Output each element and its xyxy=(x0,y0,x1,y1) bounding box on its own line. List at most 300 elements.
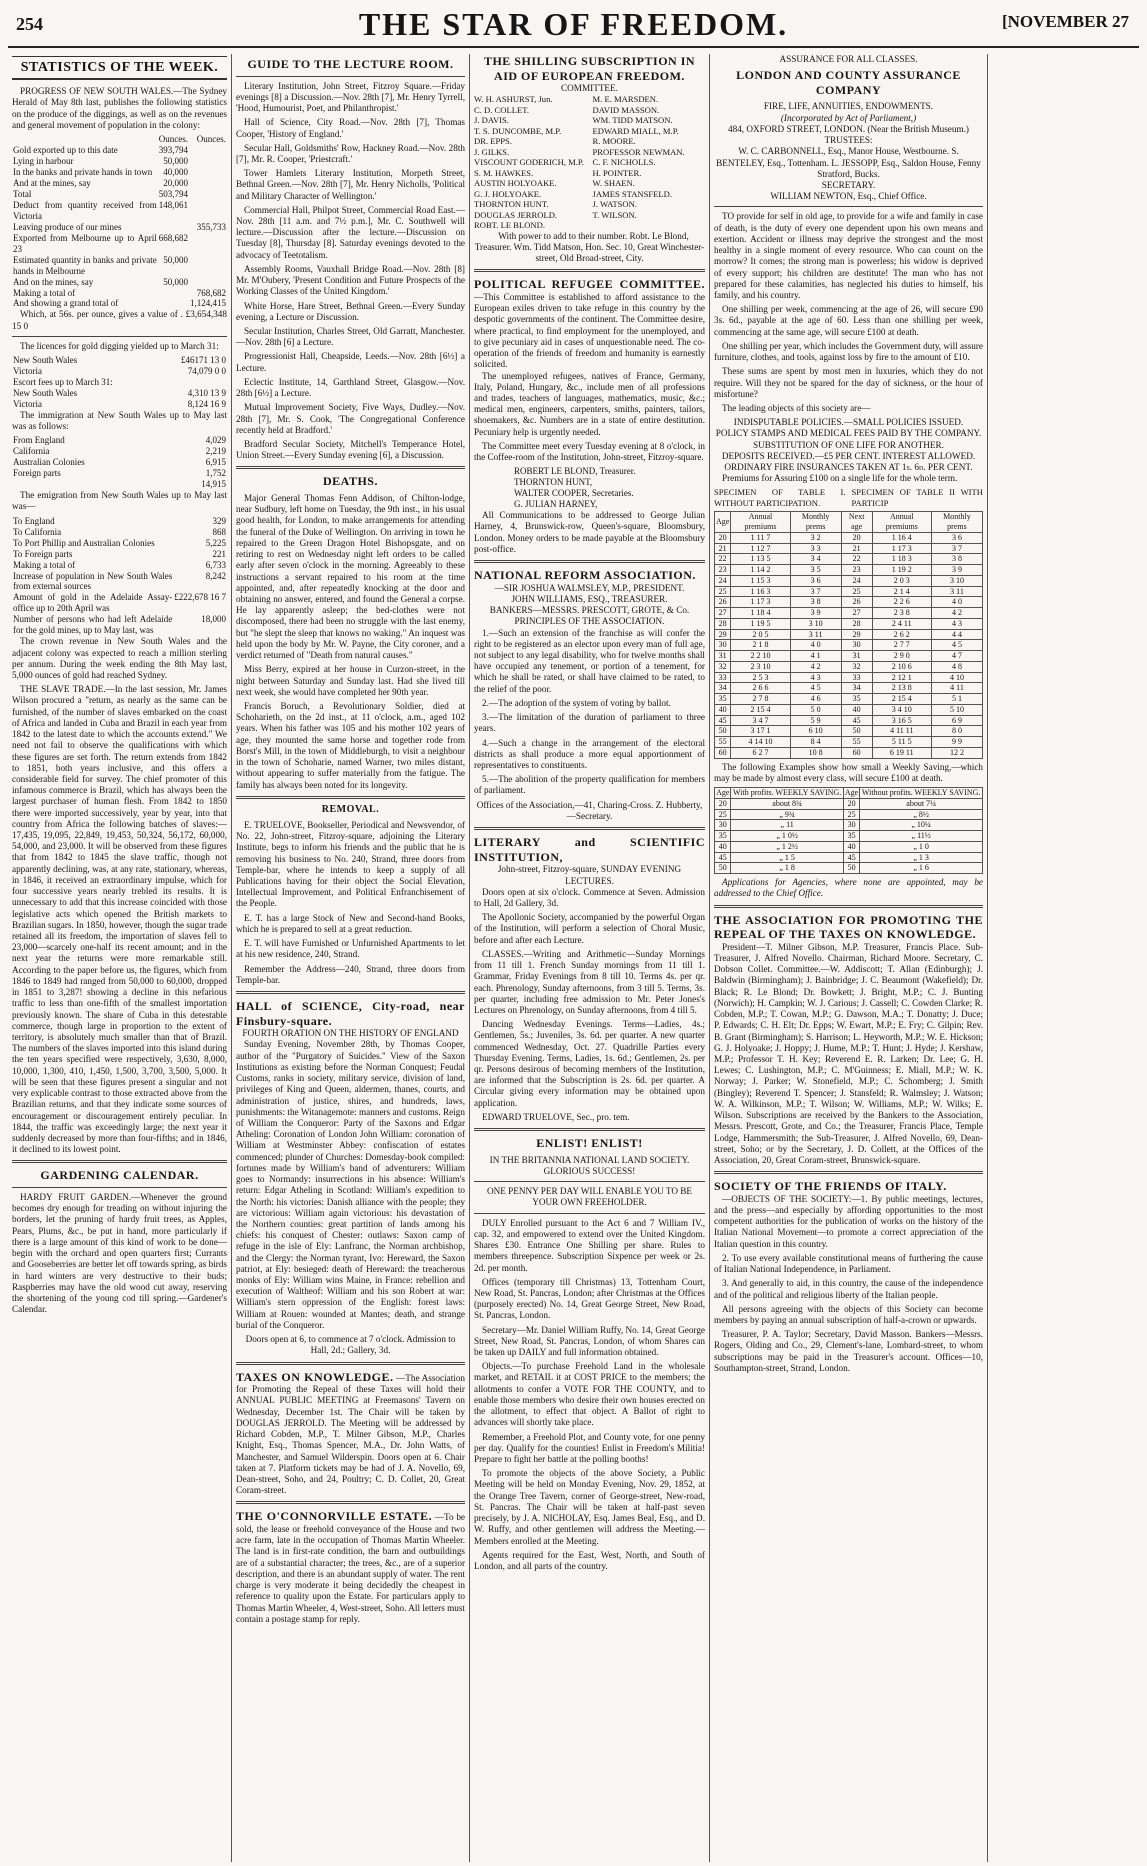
table-cell: 33 xyxy=(841,672,872,683)
table-cell: 2,219 xyxy=(205,446,226,457)
table-cell: 4 2 xyxy=(790,661,841,672)
literary-title: LITERARY and SCIENTIFIC INSTITUTION, xyxy=(474,835,705,864)
immigration-row xyxy=(12,468,227,479)
licences-table xyxy=(12,355,227,410)
table-cell: 4 7 xyxy=(931,651,982,662)
table-header: Without profits. WEEKLY SAVING. xyxy=(860,788,983,799)
gold-row xyxy=(12,298,227,309)
table-cell: 1 11 7 xyxy=(731,532,790,543)
table-cell: 40 xyxy=(841,704,872,715)
emigration-row xyxy=(12,592,227,614)
table-cell: 2 2 10 xyxy=(731,651,790,662)
premium-row xyxy=(715,704,983,715)
table-cell: New South Wales xyxy=(13,388,78,399)
table-cell: 23 xyxy=(715,565,731,576)
table-cell: 1 18 3 xyxy=(872,554,931,565)
table-cell: 2 13 8 xyxy=(872,683,931,694)
licence-row xyxy=(12,399,227,410)
table-cell: 2 2 6 xyxy=(872,597,931,608)
death-notice: Miss Berry, expired at her house in Curzon-street, in the night between Saturday and Sunday last. Had she lived till next week, she would have completed her 90th year. xyxy=(236,664,465,697)
table-cell: Escort fees up to March 31: xyxy=(13,377,113,388)
hall-text: Sunday Evening, November 28th, by Thomas Cooper, author of the "Purgatory of Suicides." View of the Saxon Institutions as existing before the Norman Conquest; Feudal Customs, ranks in society, military service, division of land, privileges of King and Queen, aldermen, thanes, courts, and administration of justice, shires, and hundreds, laws, punishments: the Witanagemote: manners and customs. Reign of William the Conqueror: Party of the Saxons and Edgar Atheling: Coronation of London John William: coronation of William at Westminster Abbey: confiscation of estates commenced; plunder of Churches: Domesday-book compiled: fortunes made by William's band of adventurers: William goes to Normandy: insurrections in his absence: William's return: Edgar Atheling in Scotland: William's expedition to the North: his victories: Danish alliance with the people; they are victorious: William again victorious: his devastation of the Northern counties: great partition of lands among his chiefs: his conquest of Chester: outlaws: Saxon camp of refuge in the isle of Ely: Lanfranc, the Norman archbishop, and the Clergy: the Norman tyrant, Ivo: Hereward, the Saxon patriot, at Ely: besieged: death of Hereward: the treacherous monks of Ely: William wins Maine, in France: rebellion and execution of Waltheof: William and his son Robert at war: William's stern oppression of the English: forest laws: William at Rouen: wounded at Mantes; death, and strange burial of the Conqueror. xyxy=(236,1039,465,1330)
table-cell: „ 1 8 xyxy=(731,863,843,874)
table-cell: 35 xyxy=(715,694,731,705)
premium-row xyxy=(715,629,983,640)
committee-member: C. F. NICHOLLS. xyxy=(592,157,656,168)
table-cell: And showing a grand total of xyxy=(13,298,119,309)
enlist-paragraph: To promote the objects of the above Society, a Public Meeting will be held on Monday Evening, Nov. 29, 1852, at the Orange Tree Tavern, corner of George-street, New-road, St. Pancras. The Chair will be taken at half-past seven precisely, by J. A. NICHOLAY, Esq. James Beal, Esq., and D. W. Ruffy, and other gentlemen will address the Meeting.—Members enrolled at the Meeting. xyxy=(474,1468,705,1546)
assurance-feature: POLICY STAMPS AND MEDICAL FEES PAID BY THE COMPANY. xyxy=(715,428,982,439)
gold-row xyxy=(12,277,227,288)
weekly-row xyxy=(715,863,983,874)
hall-title: HALL of SCIENCE, City-road, near Finsbury-square. xyxy=(236,998,465,1028)
table-cell: 4 3 xyxy=(931,618,982,629)
table-cell: 4 2 xyxy=(931,608,982,619)
gold-row xyxy=(12,288,227,299)
premium-row xyxy=(715,597,983,608)
immigration-row xyxy=(12,479,227,490)
table-cell: 20,000 xyxy=(163,177,188,188)
table-cell: 3 9 xyxy=(931,565,982,576)
committee-member: EDWARD MIALL, M.P. xyxy=(592,125,679,136)
table-cell: To England xyxy=(13,515,55,526)
lecture-item: Literary Institution, John Street, Fitzroy Square.—Friday evenings [8] a Discussion.—Nov. 28th [7], Mr. Henry Tyrrell, 'Hood, Humourist, Poet, and Philanthropist.' xyxy=(236,80,465,114)
table-cell: 5 9 xyxy=(790,715,841,726)
committee-member: T. WILSON. xyxy=(592,209,637,220)
assurance-feature: INDISPUTABLE POLICIES.—SMALL POLICIES ISSUED. xyxy=(733,417,964,428)
table-cell: 5 0 xyxy=(790,704,841,715)
table-cell: 3 8 xyxy=(790,597,841,608)
table-cell: 74,079 0 0 xyxy=(187,366,226,377)
statistics-closing: The crown revenue in New South Wales and the adjacent colony was expected to reach a million sterling per annum. During the week ending the 8th May last, 5,000 ounces of gold had reached Sydney. xyxy=(12,636,227,680)
table-cell xyxy=(159,377,227,388)
table-cell: 3 11 xyxy=(790,629,841,640)
table-cell: Foreign parts xyxy=(13,468,61,479)
table-cell: 3 4 xyxy=(790,554,841,565)
table-cell xyxy=(158,288,189,299)
table-cell: 1,124,415 xyxy=(190,298,226,309)
premium-row xyxy=(715,586,983,597)
table-cell: 1 19 2 xyxy=(872,565,931,576)
table-cell: And at the mines, say xyxy=(13,177,91,188)
table-cell: 2 15 4 xyxy=(731,704,790,715)
table-cell: 20 xyxy=(715,798,731,809)
enlist-paragraph: Remember, a Freehold Plot, and County vote, for one penny per day. Qualify for the counties! Enlist in Freedom's Militia! Prepare to fight her battle at the polling booths! xyxy=(474,1431,705,1465)
premium-row xyxy=(715,747,983,758)
table-cell xyxy=(189,233,227,255)
immigration-head: The immigration at New South Wales up to May last was as follows: xyxy=(12,409,227,432)
licences-head: The licences for gold digging yielded up to March 31: xyxy=(20,340,219,351)
officer-line: THORNTON HUNT, xyxy=(514,477,593,488)
table-cell: 5 11 5 xyxy=(872,737,931,748)
death-notice: Major General Thomas Fenn Addison, of Chilton-lodge, near Sudbury, left home on Tuesday, the 9th inst., in his usual good health, for London, to make arrangements for attending the funeral of the Duke of Wellington. On arriving in town he repaired to the Green Dragon Hotel Bishopsgate, and on retiring to rest on Wednesday night left orders to be called early after seven o'clock in the morning. Agreeably to these instructions a servant repaired to his room at the time appointed, and, after repeatedly knocking at the door and obtaining no answer, entered, and found the General a corpse. He lay apparently asleep; the bed-clothes were not discomposed, there had been no struggle with the last enemy, but "he slept the sleep that knows no waking." An inquest was held upon the body by Mr. W. Payne, the City coroner, and a verdict returned of "Death from natural causes." xyxy=(236,493,465,661)
committee-member: WM. TIDD MATSON. xyxy=(592,115,673,126)
table-cell: 2 3 10 xyxy=(731,661,790,672)
assurance-feature: ORDINARY FIRE INSURANCES TAKEN AT 1s. 6d. PER CENT. xyxy=(724,462,973,473)
assurance-paragraph: One shilling per week, commencing at the age of 26, will secure £90 3s. 6d., payable at the age of 60. Less than one shilling per week, commencing at the same age, will secure £100 at death. xyxy=(714,304,983,337)
immigration-row xyxy=(12,435,227,446)
table-cell: 50 xyxy=(715,863,731,874)
table-cell: 18,000 xyxy=(201,614,226,625)
table-cell: Making a total of xyxy=(13,287,76,298)
gardening-text: HARDY FRUIT GARDEN.—Whenever the ground becomes dry enough for treading on without injuring the borders, let the pruning of hardy fruit trees, as Apples, Pears, Plums, &c., be put in hand, more particularly if there is a large amount of this kind of work to be done—begin with the orchard and open quarters first; Currants and Gooseberries are better let off towards spring, as birds in hard winters are very destructive to their buds; Raspberries may have the old wood cut away, reserving the shortening of the young cod till spring.—Gardener's Calendar. xyxy=(12,1192,227,1315)
table-cell xyxy=(189,167,227,178)
table-cell xyxy=(189,277,227,288)
literary-sub: John-street, Fitzroy-square, SUNDAY EVENING LECTURES. xyxy=(497,864,682,886)
lecture-item: White Horse, Hare Street, Bethnal Green.—Every Sunday evening, a Lecture or Discussion. xyxy=(236,300,465,322)
immigration-row xyxy=(12,457,227,468)
lecture-guide-heading: GUIDE TO THE LECTURE ROOM. xyxy=(247,57,454,71)
table-cell xyxy=(12,479,170,490)
table-cell: To Port Phillip and Australian Colonies xyxy=(13,537,155,548)
secretary-heading: SECRETARY. xyxy=(821,180,876,190)
oconnorville-text: —To be sold, the lease or freehold conveyance of the House and two acre farm, late in the occupation of Thomas Martin Wheeler. The land is in first-rate condition, the barn and outbuildings are of a substantial character; the trees, &c., are of a superior description, and there is an abundant supply of water. The rent charge is very moderate it being decidedly the cheapest in reference to quality upon the Estate. For particulars apply to Thomas Martin Wheeler, 4, West-street, Soho. All letters must contain a postage stamp for reply. xyxy=(236,1512,465,1624)
table-cell: 31 xyxy=(715,651,731,662)
table-cell: 3 5 xyxy=(790,565,841,576)
table-cell: Total xyxy=(13,188,32,199)
statistics-intro: PROGRESS OF NEW SOUTH WALES.—The Sydney Herald of May 8th last, publishes the following statistics on the produce of the diggings, as well as on the revenues and general movement of population in the colony: xyxy=(12,86,227,130)
table-cell: 10 8 xyxy=(790,747,841,758)
weekly-row xyxy=(715,809,983,820)
table-header: With profits. WEEKLY SAVING. xyxy=(731,788,843,799)
assurance-paragraph: TO provide for self in old age, to provide for a wife and family in case of death, is the duty of every one dependent upon his own means and exertion. Accident or illness may deprive the strongest and the most healthy in a single moment of every resource. Who can count on the morrow? It comes; the strong man is powerless; his widow is deprived of every support; his children are destitute! The man who has not prepared for these calamities, has neglected his duties to himself, his family, and his country. xyxy=(714,211,983,300)
table-cell: Gold exported up to this date xyxy=(13,144,118,155)
table-cell: 6,733 xyxy=(205,559,226,570)
table-cell: 25 xyxy=(843,809,859,820)
table-cell: Number of persons who had left Adelaide for the gold mines, up to May last, was xyxy=(13,614,173,636)
table-cell: 3 17 1 xyxy=(731,726,790,737)
table-header: Age xyxy=(716,788,730,798)
committee-member: S. M. HAWKES. xyxy=(474,167,534,178)
value-line: Which, at 56s. per ounce, gives a value of . £3,654,348 15 0 xyxy=(12,309,227,331)
assurance-paragraph: These sums are spent by most men in luxuries, which they do not require. Will they not be spared for the day of sickness, or the hour of misfortune? xyxy=(714,366,983,399)
removal-text: Remember the Address—240, Strand, three doors from Temple-bar. xyxy=(236,963,465,985)
table-cell: 27 xyxy=(715,608,731,619)
table-cell: 4 10 xyxy=(931,672,982,683)
table-cell: 30 xyxy=(841,640,872,651)
table-cell: California xyxy=(13,446,50,457)
table-cell: „ 1 5 xyxy=(731,852,843,863)
committee-member: DOUGLAS JERROLD. xyxy=(474,209,558,220)
table-cell: 2 15 4 xyxy=(872,694,931,705)
premium-row xyxy=(715,661,983,672)
premium-row xyxy=(715,608,983,619)
committee-heading: COMMITTEE. xyxy=(561,83,618,94)
removal-text: E. T. has a large Stock of New and Second-hand Books, which he is prepared to sell at a great reduction. xyxy=(236,912,465,934)
table-cell: Making a total of xyxy=(13,559,76,570)
hall-doors: Doors open at 6, to commence at 7 o'clock. Admission to Hall, 2d.; Gallery, 3d. xyxy=(245,1334,456,1356)
table-cell: 50 xyxy=(715,726,731,737)
table-cell xyxy=(189,189,227,200)
table-cell: Australian Colonies xyxy=(13,457,85,468)
agencies-note: Applications for Agencies, where none are appointed, may be addressed to the Chief Office. xyxy=(714,877,983,899)
refugee-text4: All Communications to be addressed to George Julian Harney, 4, Brunswick-row, Queen's-square, Bloomsbury, London. Money orders to be made payable at the Bloomsbury post-office. xyxy=(474,510,705,554)
weekly-row xyxy=(715,820,983,831)
reform-ad xyxy=(474,568,705,822)
table-cell: 50,000 xyxy=(163,276,188,287)
italy-paragraph: 3. And generally to aid, in this country, the cause of the independence and of the political and religious liberty of the Italian people. xyxy=(714,1278,983,1300)
table-cell: 3 16 5 xyxy=(872,715,931,726)
table-cell: 2 6 2 xyxy=(872,629,931,640)
table-cell: Victoria xyxy=(13,398,42,409)
deaths-heading: DEATHS. xyxy=(323,474,378,489)
removal-heading: REMOVAL. xyxy=(321,803,380,815)
column-statistics xyxy=(8,54,232,1862)
taxes-title: TAXES ON KNOWLEDGE. xyxy=(236,1369,394,1384)
table-cell: 45 xyxy=(715,715,731,726)
committee-member: J. WATSON. xyxy=(592,199,637,210)
table-cell: 4 0 xyxy=(790,640,841,651)
table-cell: 2 7 8 xyxy=(731,694,790,705)
table-cell: 4 4 xyxy=(931,629,982,640)
refugee-title: POLITICAL REFUGEE COMMITTEE. xyxy=(474,277,705,292)
table-cell: 668,682 xyxy=(158,232,188,243)
assurance-feature: SUBSTITUTION OF ONE LIFE FOR ANOTHER. xyxy=(753,439,944,450)
enlist-title: ENLIST! ENLIST! xyxy=(536,1136,643,1151)
lecture-item: Secular Institution, Charles Street, Old Garratt, Manchester.—Nov. 28th [6] a Lecture. xyxy=(236,326,465,348)
table-cell: 29 xyxy=(841,629,872,640)
table-cell: 868 xyxy=(212,526,226,537)
enlist-sub2: ONE PENNY PER DAY WILL ENABLE YOU TO BE YOUR OWN FREEHOLDER. xyxy=(486,1186,692,1208)
knowledge-title: THE ASSOCIATION FOR PROMOTING THE REPEAL OF THE TAXES ON KNOWLEDGE. xyxy=(714,912,983,942)
table-cell: „ 1 3 xyxy=(860,852,983,863)
gold-row xyxy=(12,200,227,222)
principle: 2.—The adoption of the system of voting by ballot. xyxy=(482,697,671,708)
refugee-text3: The Committee meet every Tuesday evening at 8 o'clock, in the Coffee-room of the Institution, John-street, Fitzroy-square. xyxy=(474,440,705,463)
table-cell: 2 0 5 xyxy=(731,629,790,640)
premium-note: Premiums for Assuring £100 on a single life for the whole term. xyxy=(722,473,958,484)
slave-trade-article: THE SLAVE TRADE.—In the last session, Mr. James Wilson procured a "return, as nearly as the same can be furnished, of the number of slaves embarked on the coast of Africa and landed in Cuba and Brazil in each year from 1842 to the latest date to which the accounts extend." We need not fail to observe the qualifications with which these figures are set forth. The return extends from 1842 to 1851, both years inclusive, and this offers a considerable field for survey. The chief promoter of this infamous commerce is Brazil, which has always been the largest purchaser of human flesh. From 1842 to 1850 there were imported successively, year by year, into that country from Africa the following batches of slaves:—17,435, 19,095, 22,849, 19,453, 50,324, 56,172, 60,000, 54,000, and 23,000. It will be observed from these figures that from 1842 to 1845 the slave traffic, though not apparently declining, was, at any rate, stationary, whereas, in 1846, it received an extraordinary impulse, which for four successive years nearly trebled its results. It is unnecessary to add that this increase coincided with those legislative acts which opened the British markets to Brazilian sugars. In 1850, however, though the sugar trade retained all its freedom, the importation of slaves fell to 23,000—scarcely one-half its recent amount; and in the next year the returns were more remarkable still. According to the paper before us, the figures, which from 1846 to 1849 had ranged from 50,000 to 60,000, dropped in 1851 to 3,287! showing a decline in this nefarious traffic to less than one-fifth of the smallest importation previously known. The share of Cuba in this detestable commerce, though large in proportion to the extent of territory, is absolutely much smaller than that of Brazil. The numbers of the slaves imported into this island during the ten years specified were respectively, 3,630, 8,000, 10,000, 1,300, 410, 1,450, 1,500, 3,700, 3,500, 5,000. It will be seen that these figures present a singular and not very explicable contrast to those extracted above from the Brazilian returns, and that they indicate some sources of encouragement or discouragement entirely peculiar. In 1844, the traffic was exceedingly large; the next year it suddenly decreased by more than four-fifths; and in 1846, it declined to its lowest point. xyxy=(12,684,227,1155)
committee-member: AUSTIN HOLYOAKE. xyxy=(474,178,557,189)
table-cell: 6 19 11 xyxy=(872,747,931,758)
table-cell: Exported from Melbourne up to April 23 xyxy=(13,232,157,254)
principle: 1.—Such an extension of the franchise as will confer the right to be registered as an elector upon every man of full age, not subject to any legal disability, who for twelve months shall have occupied any tenement, or portion of a tenement, for which he shall be rated, or shall have claimed to be rated, to the relief of the poor. xyxy=(474,627,705,694)
removal-text: E. T. will have Furnished or Unfurnished Apartments to let at his new residence, 240, Strand. xyxy=(236,938,465,960)
issue-date: [NOVEMBER 27 xyxy=(1001,12,1129,31)
table-cell: 34 xyxy=(841,683,872,694)
table-cell: In the banks and private hands in town xyxy=(13,166,153,177)
committee-member: G. J. HOLYOAKE. xyxy=(474,188,542,199)
literary-paragraph: CLASSES.—Writing and Arithmetic—Sunday Mornings from 11 till 1. French Sunday mornings from 11 till 1. Grammar, Friday Evenings from 8 till 10. Terms 4s. per qr. each. Phrenology, Sunday afternoons, from 3 till 5. Terms, 3s. per quarter, including free admission to Mr. Peter Jones's Lectures on Phrenology, on Sunday afternoons, from 4 till 5. xyxy=(474,948,705,1015)
gold-row xyxy=(12,189,227,200)
premium-row xyxy=(715,543,983,554)
officer-line: ROBERT LE BLOND, Treasurer. xyxy=(514,466,636,477)
lecture-item: Mutual Improvement Society, Five Ways, Dudley.—Nov. 28th [7], Mr. S. Cook, 'The Congregational Conference recently held at Bradford.' xyxy=(236,402,465,435)
table-cell: 40 xyxy=(843,841,859,852)
literary-paragraph: EDWARD TRUELOVE, Sec., pro. tem. xyxy=(482,1111,630,1122)
premium-row xyxy=(715,554,983,565)
table-cell xyxy=(189,145,227,156)
italy-paragraph: —OBJECTS OF THE SOCIETY:—1. By public meetings, lectures, and the press—and especially by affording opportunities to the most competent authorities for the publication of works on the history of the Italian National Movement—to promote a correct appreciation of the Italian question in this country. xyxy=(714,1193,983,1249)
italy-title: SOCIETY OF THE FRIENDS OF ITALY. xyxy=(714,1179,947,1194)
table-cell: 35 xyxy=(841,694,872,705)
weekly-row xyxy=(715,852,983,863)
table-cell: 148,061 xyxy=(158,199,188,210)
table-cell: 2 6 6 xyxy=(731,683,790,694)
committee-list xyxy=(474,94,705,230)
hall-subtitle: FOURTH ORATION ON THE HISTORY OF ENGLAND xyxy=(242,1028,459,1039)
weekly-row xyxy=(715,798,983,809)
premium-row xyxy=(715,618,983,629)
literary-paragraph: The Apollonic Society, accompanied by the powerful Organ of the Institution, will perform a selection of Choral Music, before and after each Lecture. xyxy=(474,912,705,945)
table-cell xyxy=(189,178,227,189)
table-cell: New South Wales xyxy=(13,355,78,366)
table-cell: 355,733 xyxy=(196,221,226,232)
table-cell: 1 19 5 xyxy=(731,618,790,629)
gold-row xyxy=(12,222,227,233)
table-cell xyxy=(189,200,227,222)
death-notice: Francis Boruch, a Revolutionary Soldier, died at Schoharieth, on the 2d inst., at 11 o'clock, a.m., aged 102 years. When his father was 105 and his mother 102 years of age, they mounted the same horse and together rode from Borst's Mill, in the town of Middleburgh, to visit a neighbour in the town of Schoharie, named Warner, two miles distant, without appearing to suffer materially from the fatigue. The family has always been noted for its longevity. xyxy=(236,700,465,790)
table-cell: 329 xyxy=(212,515,226,526)
table-cell: 3 7 xyxy=(790,586,841,597)
table1-head: SPECIMEN OF TABLE I. WITHOUT PARTICIPATION. xyxy=(714,487,846,508)
table-header: Next age xyxy=(841,512,872,533)
column-edge xyxy=(988,54,1139,1862)
table-cell: 20 xyxy=(843,798,859,809)
assurance-top: ASSURANCE FOR ALL CLASSES. xyxy=(779,54,918,64)
committee-member: W. H. ASHURST, Jun. xyxy=(474,94,553,105)
emigration-row xyxy=(12,527,227,538)
reform-treasurer: JOHN WILLIAMS, ESQ., TREASURER. xyxy=(511,593,668,604)
table-cell: 4 11 11 xyxy=(872,726,931,737)
lecture-item: Secular Hall, Goldsmiths' Row, Hackney Road.—Nov. 28th [7], Mr. R. Cooper, 'Priestcraft.' xyxy=(236,142,465,164)
knowledge-ad xyxy=(714,913,983,1167)
table-cell: To Foreign parts xyxy=(13,548,73,559)
table-cell: 3 4 10 xyxy=(872,704,931,715)
gold-row xyxy=(12,145,227,156)
table-cell: 3 10 xyxy=(931,575,982,586)
emigration-table xyxy=(12,516,227,637)
assurance-feature: DEPOSITS RECEIVED.—£5 PER CENT. INTEREST ALLOWED. xyxy=(721,450,976,461)
table-cell: 2 10 6 xyxy=(872,661,931,672)
enlist-ad xyxy=(474,1136,705,1572)
assurance-incorporated: (Incorporated by Act of Parliament,) xyxy=(780,112,917,123)
italy-ad xyxy=(714,1179,983,1374)
oconnorville-title: THE O'CONNORVILLE ESTATE. xyxy=(236,1509,433,1524)
table-cell: And on the mines, say xyxy=(13,276,94,287)
emigration-row xyxy=(12,614,227,636)
table-cell: 2 4 11 xyxy=(872,618,931,629)
table2-head: SPECIMEN OF TABLE II WITH PARTICIP xyxy=(851,487,983,508)
lecture-item: Eclectic Institute, 14, Garthland Street, Glasgow.—Nov. 28th [6½] a Lecture. xyxy=(236,376,465,399)
literary-ad xyxy=(474,835,705,1123)
table-cell: 4 3 xyxy=(790,672,841,683)
table-cell: „ 1 0½ xyxy=(731,831,843,842)
table-cell: 2 5 3 xyxy=(731,672,790,683)
reform-title: NATIONAL REFORM ASSOCIATION. xyxy=(474,568,696,583)
column-lectures xyxy=(232,54,470,1862)
enlist-paragraph: Offices (temporary till Christmas) 13, Tottenham Court, New Road, St. Pancras, London; after Christmas at the Offices (purposely erected) No. 14, Great George Street, New Road, St. Pancras, London. xyxy=(474,1276,705,1321)
table-cell: 24 xyxy=(841,575,872,586)
committee-member: J. DAVIS. xyxy=(474,115,509,126)
premium-row xyxy=(715,532,983,543)
refugee-ad xyxy=(474,277,705,555)
table-cell: 24 xyxy=(715,575,731,586)
table-cell: 3 6 xyxy=(931,532,982,543)
table-cell: 45 xyxy=(843,852,859,863)
table-cell: 3 2 xyxy=(790,532,841,543)
table-cell: 60 xyxy=(715,747,731,758)
table-cell: From England xyxy=(13,435,65,446)
page-number: 254 xyxy=(16,14,43,34)
table-cell: 4 5 xyxy=(931,640,982,651)
table-cell xyxy=(189,156,227,167)
table-cell: 3 6 xyxy=(790,575,841,586)
committee-member: C. D. COLLET. xyxy=(474,104,529,115)
committee-member: ROBT. LE BLOND. xyxy=(474,220,545,231)
committee-member: DAVID MASSON. xyxy=(592,104,660,115)
table-cell: 4 6 xyxy=(790,694,841,705)
table-cell: 5 10 xyxy=(931,704,982,715)
table-header: Annual premiums xyxy=(872,512,931,533)
table-header: Monthly prems xyxy=(790,512,841,533)
table-cell: 50 xyxy=(841,726,872,737)
premium-row xyxy=(715,575,983,586)
table-cell: 2 3 8 xyxy=(872,608,931,619)
gold-row xyxy=(12,255,227,277)
officer-line: G. JULIAN HARNEY, xyxy=(514,499,598,510)
enlist-paragraph: Secretary—Mr. Daniel William Ruffy, No. 14, Great George Street, New Road, St. Pancras, London, of whom Shares can be taken up DAILY and full information obtained. xyxy=(474,1324,705,1358)
table-cell: 4,029 xyxy=(205,435,226,446)
table-cell: 22 xyxy=(715,554,731,565)
emigration-row xyxy=(12,549,227,560)
committee-member: T. S. DUNCOMBE, M.P. xyxy=(474,125,562,136)
table-cell: 34 xyxy=(715,683,731,694)
table-cell: 221 xyxy=(212,548,226,559)
table-cell: Deduct from quantity received from Victoria xyxy=(13,199,157,221)
table-cell: 20 xyxy=(715,532,731,543)
weekly-table xyxy=(714,787,983,874)
assurance-paragraph: The leading objects of this society are— xyxy=(722,402,871,413)
column-assurance xyxy=(710,54,988,1862)
table-cell: 55 xyxy=(841,737,872,748)
table-cell: 30 xyxy=(715,820,731,831)
table-cell: 2 7 7 xyxy=(872,640,931,651)
table-cell: about 8¾ xyxy=(731,798,843,809)
table-cell: 4 14 10 xyxy=(731,737,790,748)
table-cell: 14,915 xyxy=(201,479,226,490)
table-cell: 40 xyxy=(715,841,731,852)
reform-bankers: BANKERS—MESSRS. PRESCOTT, GROTE, & Co. xyxy=(489,605,690,616)
principles-heading: PRINCIPLES OF THE ASSOCIATION. xyxy=(514,616,665,627)
committee-member: M. E. MARSDEN. xyxy=(592,94,659,105)
premium-row xyxy=(715,672,983,683)
emigration-row xyxy=(12,516,227,527)
table-cell: 40 xyxy=(715,704,731,715)
table-cell: 22 xyxy=(841,554,872,565)
committee-member: H. POINTER. xyxy=(592,167,642,178)
table-cell: 50,000 xyxy=(163,254,188,265)
italy-paragraph: 2. To use every available constitutional means of furthering the cause of Italian National Independence, in Parliament. xyxy=(714,1252,983,1275)
committee-member: J. GILKS. xyxy=(474,146,510,157)
emigration-head: The emigration from New South Wales up to May last was— xyxy=(12,490,227,512)
gold-row xyxy=(12,167,227,178)
table-cell: 32 xyxy=(715,661,731,672)
table-cell: „ 11½ xyxy=(860,831,983,842)
immigration-table xyxy=(12,435,227,490)
table-cell: 3 4 7 xyxy=(731,715,790,726)
lecture-item: Bradford Secular Society, Mitchell's Temperance Hotel, Union Street.—Every Sunday evening [6], a Discussion. xyxy=(236,438,465,461)
immigration-row xyxy=(12,446,227,457)
masthead xyxy=(8,0,1139,48)
table-cell: 1,752 xyxy=(205,468,226,479)
table-cell: 1 15 3 xyxy=(731,575,790,586)
principle: 5.—The abolition of the property qualification for members of parliament. xyxy=(474,774,705,796)
committee-member: PROFESSOR NEWMAN. xyxy=(592,146,685,157)
table-cell: „ 11 xyxy=(731,820,843,831)
taxes-text: —The Association for Promoting the Repeal of these Taxes will hold their ANNUAL PUBLIC MEETING at Freemasons' Tavern on Wednesday, December 1st. The Chair will be taken by DOUGLAS JERROLD. The Meeting will be addressed by Richard Cobden, M.P., T. Milner Gibson, M.P., Charles Knight, Esq., Thomas Spencer, M.A., Dr. John Watts, of Manchester, and Samuel Wilderspin. Doors open at 6. Chair taken at 7. Platform tickets may be had of J. A. Novello, 69, Dean-street, Soho, and 24, Poultry; C. D. Collet, 20, Great Coram-street. xyxy=(236,1372,466,1496)
assurance-sub: FIRE, LIFE, ANNUITIES, ENDOWMENTS. xyxy=(763,101,934,112)
